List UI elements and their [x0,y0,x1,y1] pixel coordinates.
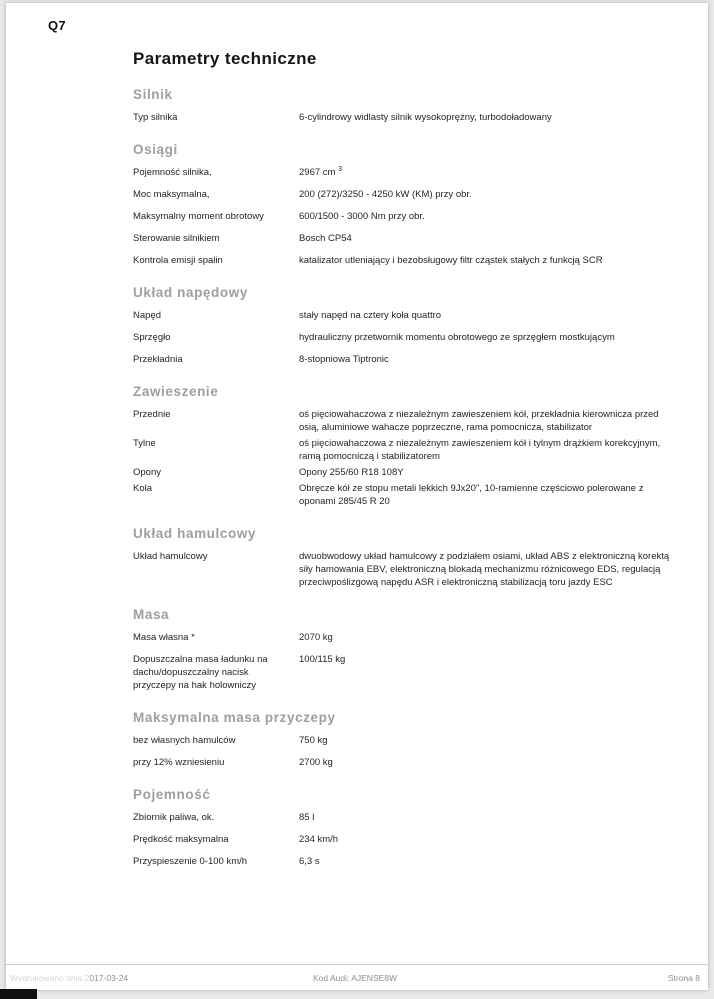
spec-row [133,353,674,366]
spec-value: oś pięciowahaczowa z niezależnym zawieszeniem kół, przekładnia kierownicza przed osią, aluminiowe wahacze poprzeczne, rama pomocnicza, stabilizator [299,409,659,433]
spec-label: Układ hamulcowy [133,551,208,562]
spec-value: 100/115 kg [299,654,346,665]
spec-label: Przekładnia [133,354,183,365]
spec-label: Maksymalny moment obrotowy [133,211,264,222]
spec-label: Prędkość maksymalna [133,834,229,845]
spec-row [133,111,674,124]
spec-value: 750 kg [299,735,328,746]
spec-row [133,210,674,223]
spec-value: oś pięciowahaczowa z niezależnym zawieszeniem kół i tylnym drążkiem korekcyjnym, ramą pomocniczą i stabilizatorem [299,438,661,462]
spec-label: bez własnych hamulców [133,735,236,746]
spec-label: Przednie [133,409,171,420]
section-masa [133,607,674,692]
section-heading-maksymalna-masa-przyczepy: Maksymalna masa przyczepy [133,710,336,725]
spec-label: Tylne [133,438,156,449]
section-heading-osiagi: Osiągi [133,142,178,157]
spec-value: 2070 kg [299,632,333,643]
spec-row [133,232,674,245]
footer-print-date-visible: 017-03-24 [89,972,129,983]
spec-row [133,408,674,434]
spec-value: 600/1500 - 3000 Nm przy obr. [299,211,425,222]
spec-value: Obręcze kół ze stopu metali lekkich 9Jx20", 10-ramienne częściowo polerowane z oponami 285/45 R 20 [299,483,644,507]
spec-value: Opony 255/60 R18 108Y [299,467,404,478]
section-osiagi [133,142,674,267]
bottom-left-dark-strip [0,989,37,999]
spec-value: 2700 kg [299,757,333,768]
section-heading-uklad-hamulcowy: Układ hamulcowy [133,526,257,541]
spec-label: Pojemność silnika, [133,167,212,178]
spec-row [133,437,674,463]
section-pojemnosc [133,787,674,868]
spec-value: stały napęd na cztery koła quattro [299,310,442,321]
spec-label: przy 12% wzniesieniu [133,757,225,768]
spec-label: Sprzęgło [133,332,171,343]
section-heading-masa: Masa [133,607,170,622]
superscript: 3 [338,165,342,173]
section-heading-pojemnosc: Pojemność [133,787,211,802]
section-uklad-hamulcowy [133,526,674,589]
footer-print-date-faint: Wydrukowano dnia 2 [10,972,90,983]
document-content [6,3,708,868]
spec-value: katalizator utleniający i bezobsługowy filtr cząstek stałych z funkcją SCR [299,255,603,266]
spec-label: Opony [133,467,161,478]
section-heading-uklad-napedowy: Układ napędowy [133,285,248,300]
spec-value: 6,3 s [299,856,320,867]
page-title: Parametry techniczne [133,49,317,68]
spec-row [133,734,674,747]
model-badge: Q7 [48,18,66,33]
footer-page-number: Strona 8 [667,972,700,983]
spec-row [133,550,674,589]
spec-row [133,482,674,508]
spec-row [133,466,674,479]
spec-value: dwuobwodowy układ hamulcowy z podziałem osiami, układ ABS z elektroniczną korektą siły hamowania EBV, elektroniczną blokadą mechanizmu różnicowego EDS, regulacją przeciwpoślizgową napędu ASR i elektroniczną stabilizacją toru jazdy ESC [299,551,670,588]
spec-label: Zbiornik paliwa, ok. [133,812,215,823]
spec-label: Kola [133,483,153,494]
footer-audi-code: Kod Audi: AJENSE8W [312,972,398,983]
spec-label: Kontrola emisji spalin [133,255,223,266]
spec-value-text: 2967 cm [299,167,336,178]
spec-row [133,331,674,344]
spec-label: Moc maksymalna, [133,189,210,200]
document-page [6,3,708,990]
page-footer [6,964,708,990]
section-silnik [133,87,674,124]
spec-row [133,166,674,179]
spec-value: hydrauliczny przetwornik momentu obrotowego ze sprzęgłem mostkującym [299,332,615,343]
section-heading-zawieszenie: Zawieszenie [133,384,219,399]
spec-row [133,811,674,824]
section-uklad-napedowy [133,285,674,366]
spec-value: 234 km/h [299,834,339,845]
spec-value [299,166,674,179]
spec-row [133,833,674,846]
spec-row [133,254,674,267]
spec-label: Przyspieszenie 0-100 km/h [133,856,248,867]
spec-row [133,756,674,769]
spec-value: 6-cylindrowy widlasty silnik wysokoprężny, turbodoładowany [299,112,552,123]
spec-label: Masa własna * [133,632,195,643]
spec-row [133,188,674,201]
section-zawieszenie [133,384,674,508]
spec-label: Sterowanie silnikiem [133,233,220,244]
spec-value: Bosch CP54 [299,233,352,244]
spec-value: 200 (272)/3250 - 4250 kW (KM) przy obr. [299,189,472,200]
spec-label: Dopuszczalna masa ładunku na dachu/dopuszczalny nacisk przyczepy na hak holowniczy [133,654,268,691]
spec-label: Typ silnika [133,112,178,123]
spec-label: Napęd [133,310,161,321]
footer-print-date [10,973,240,983]
section-heading-silnik: Silnik [133,87,173,102]
spec-row [133,855,674,868]
spec-row [133,653,674,692]
section-maksymalna-masa-przyczepy [133,710,674,769]
spec-value: 8-stopniowa Tiptronic [299,354,389,365]
spec-row [133,631,674,644]
spec-row [133,309,674,322]
spec-value: 85 l [299,812,315,823]
